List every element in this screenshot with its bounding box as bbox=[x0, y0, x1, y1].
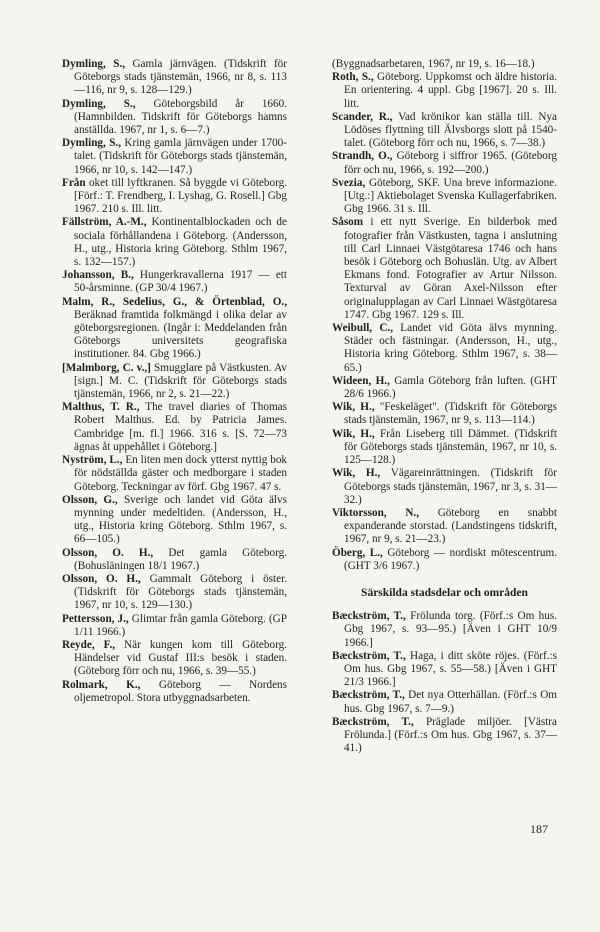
entry-author: Pettersson, J., bbox=[62, 612, 129, 625]
entry-author: Weibull, C., bbox=[332, 322, 394, 335]
entry-author: Scander, R., bbox=[332, 110, 393, 123]
bibliography-entry bbox=[62, 573, 287, 613]
bibliography-entry bbox=[62, 58, 287, 98]
entry-text: En liten men dock ytterst nyttig bok för nödställda gäster och medborgare i staden Göteborg. Teckningar av förf. Gbg 1967. 47 s. bbox=[74, 454, 288, 493]
bibliography-entry bbox=[62, 639, 287, 679]
entry-text: Frölunda torg. (Förf.:s Om hus. Gbg 1967, s. 93—95.) [Även i GHT 10/9 1966.] bbox=[344, 610, 557, 649]
entry-text: Från Liseberg till Dämmet. (Tidskrift för Göteborgs stads tjänstemän, 1967, nr 10, s. 125—128.) bbox=[344, 427, 557, 467]
entry-text: Sverige och landet vid Göta älvs mynning under medeltiden. (Andersson, H., utg., Historia kring Göteborg. Sthlm 1967, s. 66—105.) bbox=[74, 493, 287, 546]
entry-author: Viktorsson, N., bbox=[332, 506, 419, 519]
entry-author: Wik, H., bbox=[332, 427, 375, 440]
bibliography-entry bbox=[62, 613, 287, 639]
section-heading: Särskilda stadsdelar och områden bbox=[361, 586, 528, 599]
bibliography-entry bbox=[62, 494, 287, 547]
entry-author: Wik, H., bbox=[332, 467, 381, 480]
entry-author: Wideen, H., bbox=[332, 374, 390, 387]
entry-text: Kontinentalblockaden och de sociala förhållandena i Göteborg. (Andersson, H., utg., Historia kring Göteborg. Sthlm 1967, s. 132—157.) bbox=[74, 216, 287, 269]
entry-author: Wik, H., bbox=[332, 401, 375, 414]
bibliography-entry bbox=[332, 547, 557, 573]
bibliography-entry bbox=[332, 58, 557, 71]
entry-text: Präglade miljöer. [Västra Frölunda.] (Förf.:s Om hus. Gbg 1967, s. 37—41.) bbox=[344, 715, 557, 755]
bibliography-entry bbox=[332, 177, 557, 217]
entry-text: Hungerkravallerna 1917 — ett 50-årsminne. (GP 30/4 1967.) bbox=[74, 269, 287, 295]
bibliography-entry bbox=[62, 98, 287, 138]
bibliography-entry bbox=[62, 547, 287, 573]
bibliography-entry bbox=[62, 401, 287, 454]
entry-text: Beräknad framtida folkmängd i olika delar av göteborgsregionen. (Ingår i: Meddelanden från Göteborgs universitets geografiska institutioner. 84. Gbg 1966.) bbox=[74, 308, 287, 361]
entry-text: Vägareinrättningen. (Tidskrift för Göteborgs stads tjänstemän, 1967, nr 3, s. 31—32.) bbox=[344, 467, 557, 506]
entry-author: Dymling, S., bbox=[62, 58, 126, 70]
entry-author: Strandh, O., bbox=[332, 150, 393, 163]
entry-author: Olsson, O. H., bbox=[62, 572, 141, 585]
entry-text: Göteborg en snabbt expanderande storstad. (Landstingens tidskrift, 1967, nr 9, s. 21—23.) bbox=[344, 506, 557, 546]
bibliography-entry bbox=[62, 137, 287, 177]
entry-text: The travel diaries of Thomas Robert Malthus. Ed. by Patricia James. Cambridge [m. fl.] 1966. 316 s. [S. 72—73 ägnas åt uppehållet i Göteborg.] bbox=[74, 401, 288, 453]
entry-text: Kring gamla järnvägen under 1700-talet. (Tidskrift för Göteborgs stads tjänstemän, 1966, nr 10, s. 142—147.) bbox=[74, 137, 287, 176]
left-column bbox=[62, 58, 287, 705]
entry-author: Johansson, B., bbox=[62, 269, 134, 282]
bibliography-entry bbox=[332, 111, 557, 151]
entry-author: Malthus, T. R., bbox=[62, 401, 140, 414]
entry-text: När kungen kom till Göteborg. Händelser vid Gustaf III:s besök i staden. (Göteborg förr och nu, 1966, s. 39—55.) bbox=[74, 638, 287, 678]
entry-text: Göteborg i siffror 1965. (Göteborg förr och nu, 1966, s. 192—200.) bbox=[344, 150, 558, 176]
entry-author: Från bbox=[62, 176, 86, 189]
bibliography-entry bbox=[332, 507, 557, 547]
page-number: 187 bbox=[530, 822, 548, 836]
bibliography-entry bbox=[332, 322, 557, 375]
entry-author: Dymling, S., bbox=[62, 137, 122, 150]
entry-text: Haga, i ditt sköte röjes. (Förf.:s Om hus. Gbg 1967, s. 55—58.) [Även i GHT 21/3 1966.] bbox=[344, 649, 557, 689]
bibliography-entry bbox=[62, 269, 287, 295]
entry-text: Glimtar från gamla Göteborg. (GP 1/11 1966.) bbox=[74, 612, 287, 638]
right-column bbox=[332, 58, 557, 755]
entry-author: Rolmark, K., bbox=[62, 678, 141, 691]
entry-author: Dymling, S., bbox=[62, 97, 136, 110]
entry-text: Smugglare på Västkusten. Av [sign.] M. C. (Tidskrift för Göteborgs stads tjänstemän, 1966, nr 2, s. 21—22.) bbox=[74, 361, 287, 401]
entry-text: Göteborg, SKF. Una breve informazione. [Utg.:] Aktiebolaget Svenska Kullagerfabriken. Gbg 1966. 31 s. Ill. bbox=[344, 176, 557, 216]
entry-author: Bæckström, T., bbox=[332, 715, 414, 728]
bibliography-entry bbox=[332, 71, 557, 111]
entry-author: Nyström, L., bbox=[62, 454, 123, 467]
entry-text: Gamla Göteborg från luften. (GHT 28/6 1966.) bbox=[344, 374, 557, 401]
entry-author: Olsson, O. H., bbox=[62, 546, 154, 559]
entry-text: Vad krönikor kan ställa till. Nya Lödöses flyttning till Älvsborgs slott på 1540-talet. (Göteborg förr och nu, 1966, s. 7—38.) bbox=[344, 110, 557, 150]
entry-author: Olsson, G., bbox=[62, 493, 118, 506]
entry-text: Landet vid Göta älvs mynning. Städer och fästningar. (Andersson, H., utg., Historia kring Göteborg. Sthlm 1967, s. 38—65.) bbox=[344, 322, 557, 374]
entry-text: Göteborg — Nordens oljemetropol. Stora utbyggnadsarbeten. bbox=[74, 678, 287, 704]
entry-text: oket till lyftkranen. Så byggde vi Göteborg. [Förf.: T. Frendberg, I. Lyshag, G. Rosell.] Gbg 1967. 210 s. Ill. litt. bbox=[74, 176, 287, 216]
entry-text: Gamla järnvägen. (Tidskrift för Göteborgs stads tjänstemän, 1966, nr 8, s. 113—116, nr 9, s. 128—129.) bbox=[74, 58, 287, 97]
entry-author: Svezia, bbox=[332, 176, 366, 189]
bibliography-entry bbox=[62, 177, 287, 217]
entry-text: Göteborgsbild år 1660. (Hamnbilden. Tidskrift för Göteborgs hamns anställda. 1967, nr 1, s. 6—7.) bbox=[74, 97, 287, 137]
bibliography-entry bbox=[332, 650, 557, 690]
bibliography-entry bbox=[332, 689, 557, 715]
entry-text: Det nya Otterhällan. (Förf.:s Om hus. Gbg 1967, s. 7—9.) bbox=[344, 689, 557, 715]
entry-author: Bæckström, T., bbox=[332, 610, 406, 623]
bibliography-entry bbox=[332, 375, 557, 401]
bibliography-entry bbox=[332, 401, 557, 427]
bibliography-entry bbox=[62, 454, 287, 494]
entry-text: i ett nytt Sverige. En bilderbok med fotografier från Västkusten, tagna i anslutning till Carl Linnaei Västgötaresa 1746 och hans besök i Göteborg och Bohuslän. Utg. av Albert Ekmans fond. Fotografier av Artur Nilsson. Texturval av Göran Axel-Nilsson efter originalupplagan av Carl Linnaei Wästgötaresa 1747. Gbg 1967. 129 s. Ill. bbox=[344, 216, 557, 321]
bibliography-entry bbox=[62, 679, 287, 705]
entry-text: Gammalt Göteborg i öster. (Tidskrift för Göteborgs stads tjänstemän, 1967, nr 10, s. 129—130.) bbox=[74, 572, 287, 612]
entry-author: Roth, S., bbox=[332, 71, 374, 84]
entry-author: [Malmborg, C. v.,] bbox=[62, 361, 151, 374]
bibliography-entry bbox=[332, 716, 557, 756]
bibliography-entry bbox=[332, 216, 557, 322]
entry-author: Bæckström, T., bbox=[332, 649, 406, 662]
entry-author: Öberg, L., bbox=[332, 546, 383, 559]
entry-author: Reyde, F., bbox=[62, 638, 116, 651]
entry-text: (Byggnadsarbetaren, 1967, nr 19, s. 16—18.) bbox=[332, 58, 535, 70]
entry-author: Bæckström, T., bbox=[332, 689, 405, 702]
bibliography-entry bbox=[332, 428, 557, 468]
entry-author: Malm, R., Sedelius, G., & Örtenblad, O., bbox=[62, 295, 287, 308]
entry-text: Göteborg. Uppkomst och äldre historia. En orientering. 4 uppl. Gbg [1967]. 20 s. Ill. litt. bbox=[344, 71, 557, 110]
bibliography-entry bbox=[332, 150, 557, 176]
entry-text: Det gamla Göteborg. (Bohusläningen 18/1 1967.) bbox=[74, 546, 287, 572]
entry-author: Såsom bbox=[332, 216, 364, 229]
bibliography-entry bbox=[62, 216, 287, 269]
bibliography-entry bbox=[62, 362, 287, 402]
entry-text: "Feskeläget". (Tidskrift för Göteborgs stads tjänstemän, 1967, nr 9, s. 113—114.) bbox=[344, 401, 557, 427]
bibliography-entry bbox=[62, 296, 287, 362]
bibliography-entry bbox=[332, 610, 557, 650]
entry-text: Göteborg — nordiskt mötescentrum. (GHT 3/6 1967.) bbox=[344, 546, 557, 572]
entry-author: Fällström, A.-M., bbox=[62, 216, 147, 229]
bibliography-entry bbox=[332, 467, 557, 507]
